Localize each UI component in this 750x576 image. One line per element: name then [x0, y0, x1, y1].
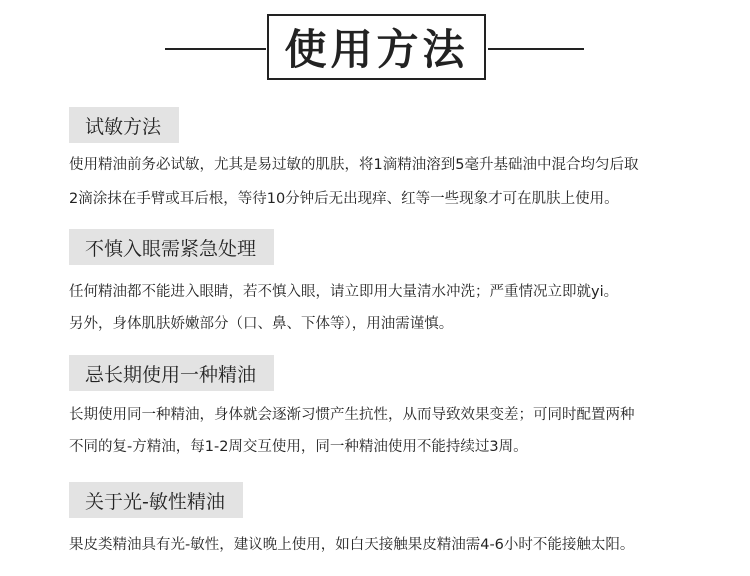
section-text-line: 2滴涂抹在手臂或耳后根，等待10分钟后无出现痒、红等一些现象才可在肌肤上使用。 [69, 191, 619, 207]
section-text-line: 使用精油前务必试敏，尤其是易过敏的肌肤，将1滴精油溶到5毫升基础油中混合均匀后取 [69, 157, 639, 173]
header-rule-left [165, 48, 266, 50]
section-title-eye-contact: 不慎入眼需紧急处理 [69, 229, 274, 265]
section-text-line: 果皮类精油具有光-敏性，建议晚上使用，如白天接触果皮精油需4-6小时不能接触太阳。 [69, 537, 635, 553]
page-header [0, 14, 750, 84]
section-text-line: 不同的复-方精油，每1-2周交互使用，同一种精油使用不能持续过3周。 [69, 439, 528, 455]
section-text-line: 另外，身体肌肤娇嫩部分（口、鼻、下体等），用油需谨慎。 [69, 316, 454, 332]
section-title-photosensitivity: 关于光-敏性精油 [69, 482, 243, 518]
section-title-allergy-test: 试敏方法 [69, 107, 179, 143]
section-text-line: 长期使用同一种精油，身体就会逐渐习惯产生抗性，从而导致效果变差；可同时配置两种 [69, 407, 635, 423]
header-rule-right [488, 48, 584, 50]
section-text-line: 任何精油都不能进入眼睛，若不慎入眼，请立即用大量清水冲洗；严重情况立即就yi。 [69, 284, 619, 300]
section-title-long-term-use: 忌长期使用一种精油 [69, 355, 274, 391]
page-title: 使用方法 [267, 14, 486, 80]
